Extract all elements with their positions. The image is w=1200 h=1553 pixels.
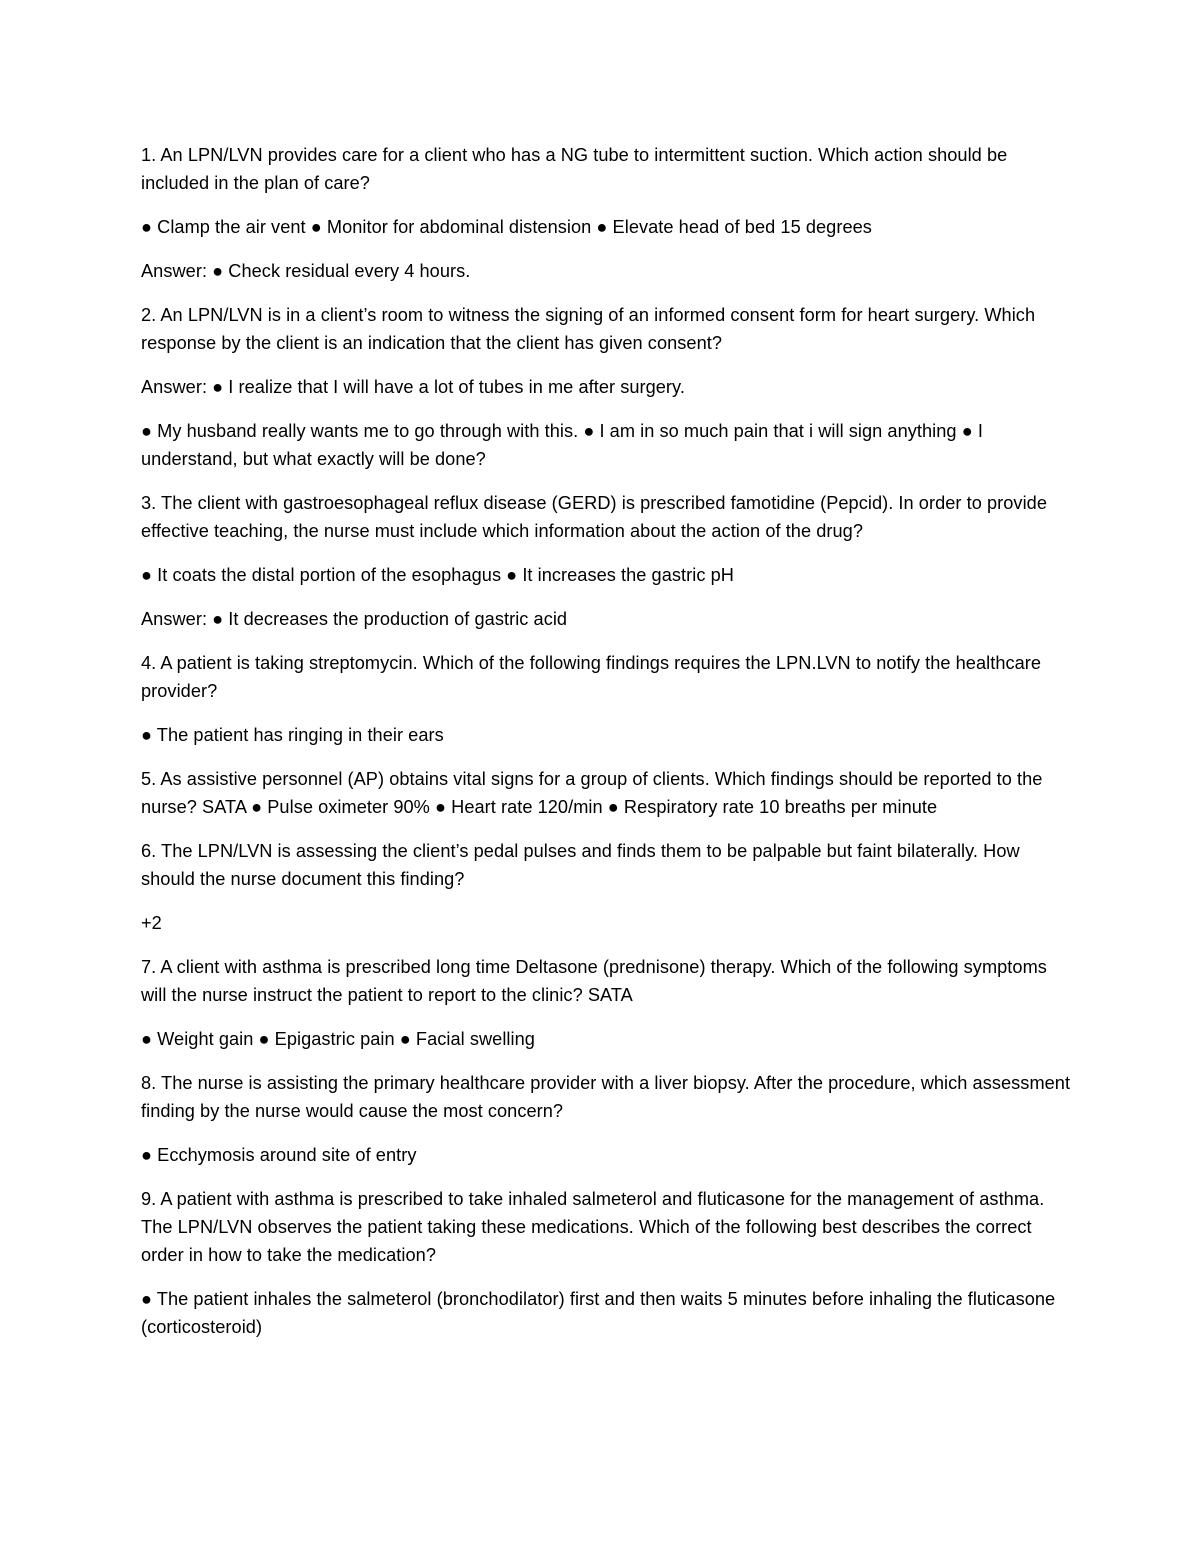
question-2-text: 2. An LPN/LVN is in a client’s room to witness the signing of an informed consent form for heart surgery. Which response by the client is an indication that the client has given consent? <box>141 305 1036 353</box>
question-2-answer: Answer: ● I realize that I will have a lot of tubes in me after surgery. <box>141 377 685 397</box>
question-3-text: 3. The client with gastroesophageal reflux disease (GERD) is prescribed famotidine (Pepcid). In order to provide effective teaching, the nurse must include which information about the action of the drug? <box>141 493 1047 541</box>
question-9-text: 9. A patient with asthma is prescribed to take inhaled salmeterol and fluticasone for the management of asthma. The LPN/LVN observes the patient taking these medications. Which of the following best describes the correct order in how to take the medication? <box>141 1189 1045 1265</box>
question-5-text: 5. As assistive personnel (AP) obtains vital signs for a group of clients. Which findings should be reported to the nurse? SATA ● Pulse oximeter 90% ● Heart rate 120/min ● Respiratory rate 10 breaths per minute <box>141 769 1043 817</box>
question-1-options: ● Clamp the air vent ● Monitor for abdominal distension ● Elevate head of bed 15 degrees <box>141 217 872 237</box>
question-9-answer: ● The patient inhales the salmeterol (bronchodilator) first and then waits 5 minutes before inhaling the fluticasone (corticosteroid) <box>141 1289 1056 1337</box>
question-1-answer: Answer: ● Check residual every 4 hours. <box>141 261 471 281</box>
document-content <box>141 141 1071 1357</box>
question-4-answer: ● The patient has ringing in their ears <box>141 725 444 745</box>
question-2-options: ● My husband really wants me to go through with this. ● I am in so much pain that i will sign anything ● I understand, but what exactly will be done? <box>141 421 983 469</box>
question-1-text: 1. An LPN/LVN provides care for a client who has a NG tube to intermittent suction. Which action should be included in the plan of care? <box>141 145 1008 193</box>
question-6-text: 6. The LPN/LVN is assessing the client’s pedal pulses and finds them to be palpable but faint bilaterally. How should the nurse document this finding? <box>141 841 1020 889</box>
question-8-answer: ● Ecchymosis around site of entry <box>141 1145 417 1165</box>
question-6-answer: +2 <box>141 913 162 933</box>
question-7-options: ● Weight gain ● Epigastric pain ● Facial swelling <box>141 1029 535 1049</box>
question-8-text: 8. The nurse is assisting the primary healthcare provider with a liver biopsy. After the procedure, which assessment finding by the nurse would cause the most concern? <box>141 1073 1071 1121</box>
question-7-text: 7. A client with asthma is prescribed long time Deltasone (prednisone) therapy. Which of the following symptoms will the nurse instruct the patient to report to the clinic? SATA <box>141 957 1047 1005</box>
question-3-answer: Answer: ● It decreases the production of gastric acid <box>141 609 568 629</box>
question-4-text: 4. A patient is taking streptomycin. Which of the following findings requires the LPN.LVN to notify the healthcare provider? <box>141 653 1042 701</box>
question-3-options: ● It coats the distal portion of the esophagus ● It increases the gastric pH <box>141 565 734 585</box>
